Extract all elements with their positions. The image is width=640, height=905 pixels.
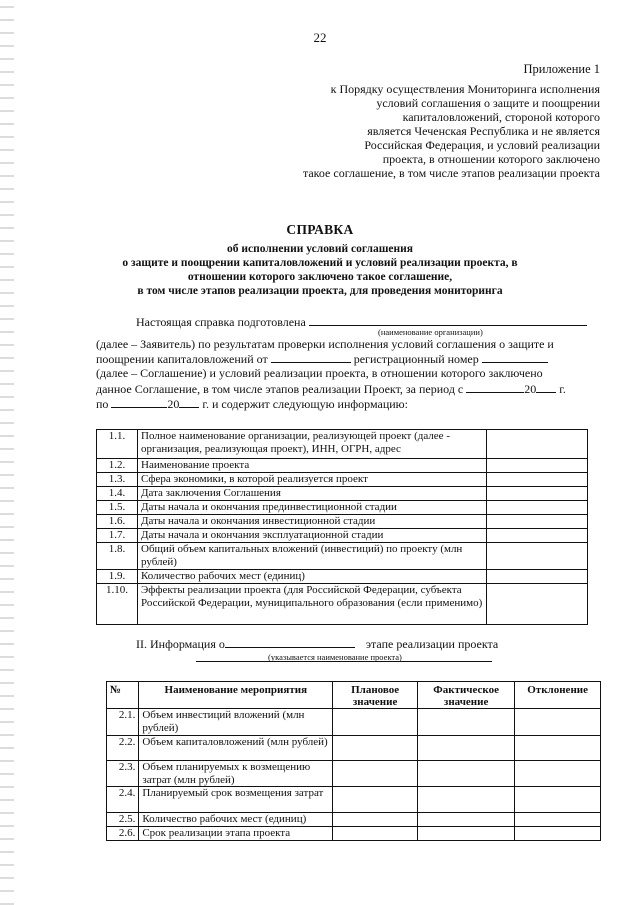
row-label: Эффекты реализации проекта (для Российской Федерации, субъекта Российской Федерации, муниципального образования (если применимо): [138, 584, 487, 625]
header-number: №: [107, 682, 139, 709]
row-value-cell[interactable]: [487, 570, 588, 584]
row-activity-name: Срок реализации этапа проекта: [139, 827, 333, 841]
row-deviation-cell[interactable]: [515, 709, 601, 736]
table-row: [97, 584, 588, 625]
row-number: 1.1.: [97, 430, 138, 459]
scan-edge-artifact: [0, 0, 14, 905]
row-value-cell[interactable]: [487, 487, 588, 501]
table-row: [107, 787, 601, 813]
agreement-from-text: поощрении капиталовложений от: [96, 352, 268, 366]
appendix-line: является Чеченская Республика и не является: [367, 124, 600, 138]
row-planned-value-cell[interactable]: [333, 709, 418, 736]
row-actual-value-cell[interactable]: [418, 787, 515, 813]
row-number: 1.6.: [97, 515, 138, 529]
appendix-line: Российская Федерация, и условий реализации: [364, 138, 600, 152]
row-actual-value-cell[interactable]: [418, 813, 515, 827]
row-activity-name: Объем планируемых к возмещению затрат (млн рублей): [139, 761, 333, 787]
intro-line-5: [96, 396, 408, 412]
period-start-year-prefix: 20: [524, 382, 537, 396]
row-value-cell[interactable]: [487, 584, 588, 625]
period-from-text: данное Соглашение, в том числе этапов реализации Проект, за период с: [96, 382, 464, 396]
header-actual-value: Фактическое значение: [418, 682, 515, 709]
period-start-day-blank[interactable]: [466, 381, 524, 393]
table-row: [97, 473, 588, 487]
activities-table: [106, 681, 601, 841]
row-number: 1.4.: [97, 487, 138, 501]
period-start-year-blank[interactable]: [536, 381, 556, 393]
appendix-line: к Порядку осуществления Мониторинга исполнения: [330, 82, 600, 96]
period-start-year-suffix: г.: [559, 382, 566, 396]
subtitle-line: об исполнении условий соглашения: [227, 243, 413, 255]
row-value-cell[interactable]: [487, 501, 588, 515]
table-row: [107, 709, 601, 736]
row-number: 1.8.: [97, 543, 138, 570]
row-activity-name: Количество рабочих мест (единиц): [139, 813, 333, 827]
organization-caption: (наименование организации): [378, 327, 483, 337]
row-deviation-cell[interactable]: [515, 736, 601, 761]
row-number: 1.2.: [97, 459, 138, 473]
row-label: Дата заключения Соглашения: [138, 487, 487, 501]
row-label: Даты начала и окончания инвестиционной стадии: [138, 515, 487, 529]
row-number: 1.3.: [97, 473, 138, 487]
row-planned-value-cell[interactable]: [333, 827, 418, 841]
row-number: 1.5.: [97, 501, 138, 515]
row-label: Сфера экономики, в которой реализуется проект: [138, 473, 487, 487]
row-activity-name: Планируемый срок возмещения затрат: [139, 787, 333, 813]
header-planned-value: Плановое значение: [333, 682, 418, 709]
row-label: Наименование проекта: [138, 459, 487, 473]
period-to-text: по: [96, 397, 109, 411]
row-number: 2.5.: [107, 813, 139, 827]
subtitle-line: в том числе этапов реализации проекта, для проведения мониторинга: [137, 285, 503, 297]
row-actual-value-cell[interactable]: [418, 736, 515, 761]
row-deviation-cell[interactable]: [515, 827, 601, 841]
row-planned-value-cell[interactable]: [333, 813, 418, 827]
row-actual-value-cell[interactable]: [418, 827, 515, 841]
row-planned-value-cell[interactable]: [333, 761, 418, 787]
row-value-cell[interactable]: [487, 515, 588, 529]
row-number: 2.6.: [107, 827, 139, 841]
info-table-body: [97, 430, 588, 625]
table-row: [107, 736, 601, 761]
row-label: Даты начала и окончания эксплуатационной стадии: [138, 529, 487, 543]
appendix-line: такое соглашение, в том числе этапов реализации проекта: [302, 166, 600, 180]
organization-blank[interactable]: [309, 314, 587, 326]
row-activity-name: Объем капиталовложений (млн рублей): [139, 736, 333, 761]
appendix-line: капиталовложений, стороной которого: [402, 110, 600, 124]
document-title: СПРАВКА: [286, 222, 354, 237]
row-label: Полное наименование организации, реализующей проект (далее - организация, реализующая проект), ИНН, ОГРН, адрес: [138, 430, 487, 459]
table-row: [97, 459, 588, 473]
registration-number-blank[interactable]: [482, 351, 548, 363]
table-row: [97, 515, 588, 529]
row-value-cell[interactable]: [487, 543, 588, 570]
subtitle-line: о защите и поощрении капиталовложений и условий реализации проекта, в: [122, 257, 518, 269]
appendix-line: проекта, в отношении которого заключено: [382, 152, 600, 166]
info-table: [96, 429, 588, 625]
intro-line-1: (далее – Заявитель) по результатам проверки исполнения условий соглашения о защите и: [96, 337, 554, 351]
row-value-cell[interactable]: [487, 459, 588, 473]
table-row: [97, 529, 588, 543]
row-number: 2.4.: [107, 787, 139, 813]
row-planned-value-cell[interactable]: [333, 736, 418, 761]
row-actual-value-cell[interactable]: [418, 761, 515, 787]
row-number: 1.9.: [97, 570, 138, 584]
stage-name-blank[interactable]: [225, 636, 355, 648]
row-deviation-cell[interactable]: [515, 787, 601, 813]
prepared-by-text: Настоящая справка подготовлена: [136, 315, 306, 329]
row-number: 1.10.: [97, 584, 138, 625]
intro-line-3: (далее – Соглашение) и условий реализации проекта, в отношении которого заключено: [96, 366, 543, 380]
registration-number-text: регистрационный номер: [353, 352, 479, 366]
row-activity-name: Объем инвестиций вложений (млн рублей): [139, 709, 333, 736]
period-end-year-prefix: 20: [167, 397, 180, 411]
table-row: [97, 487, 588, 501]
table-row: [97, 543, 588, 570]
subtitle-line: отношении которого заключено такое соглашение,: [187, 271, 453, 283]
row-number: 2.2.: [107, 736, 139, 761]
row-label: Даты начала и окончания прединвестиционной стадии: [138, 501, 487, 515]
intro-line-prepared: [136, 314, 587, 330]
page-number: 22: [313, 30, 327, 45]
row-number: 1.7.: [97, 529, 138, 543]
activities-header-row: [107, 682, 601, 709]
table-row: [97, 570, 588, 584]
table-row: [107, 827, 601, 841]
section2-heading: [136, 636, 498, 652]
appendix-label: Приложение 1: [523, 62, 600, 76]
section2-heading-prefix: II. Информация о: [136, 637, 225, 651]
section2-caption: (указывается наименование проекта): [268, 652, 402, 662]
activities-table-body: [107, 709, 601, 841]
table-row: [107, 813, 601, 827]
table-row: [97, 501, 588, 515]
intro-line-2: [96, 351, 548, 367]
row-deviation-cell[interactable]: [515, 813, 601, 827]
period-end-tail-text: г. и содержит следующую информацию:: [202, 397, 408, 411]
row-deviation-cell[interactable]: [515, 761, 601, 787]
section2-heading-suffix: этапе реализации проекта: [365, 637, 499, 651]
row-value-cell[interactable]: [487, 430, 588, 459]
header-activity-name: Наименование мероприятия: [139, 682, 333, 709]
agreement-date-blank[interactable]: [271, 351, 351, 363]
header-deviation: Отклонение: [515, 682, 601, 709]
intro-line-4: [96, 381, 566, 397]
table-row: [107, 761, 601, 787]
row-label: Общий объем капитальных вложений (инвестиций) по проекту (млн рублей): [138, 543, 487, 570]
table-row: [97, 430, 588, 459]
row-value-cell[interactable]: [487, 529, 588, 543]
appendix-line: условий соглашения о защите и поощрении: [376, 96, 600, 110]
row-planned-value-cell[interactable]: [333, 787, 418, 813]
period-end-day-blank[interactable]: [111, 396, 167, 408]
row-actual-value-cell[interactable]: [418, 709, 515, 736]
row-value-cell[interactable]: [487, 473, 588, 487]
row-number: 2.3.: [107, 761, 139, 787]
period-end-year-blank[interactable]: [179, 396, 199, 408]
row-number: 2.1.: [107, 709, 139, 736]
row-label: Количество рабочих мест (единиц): [138, 570, 487, 584]
